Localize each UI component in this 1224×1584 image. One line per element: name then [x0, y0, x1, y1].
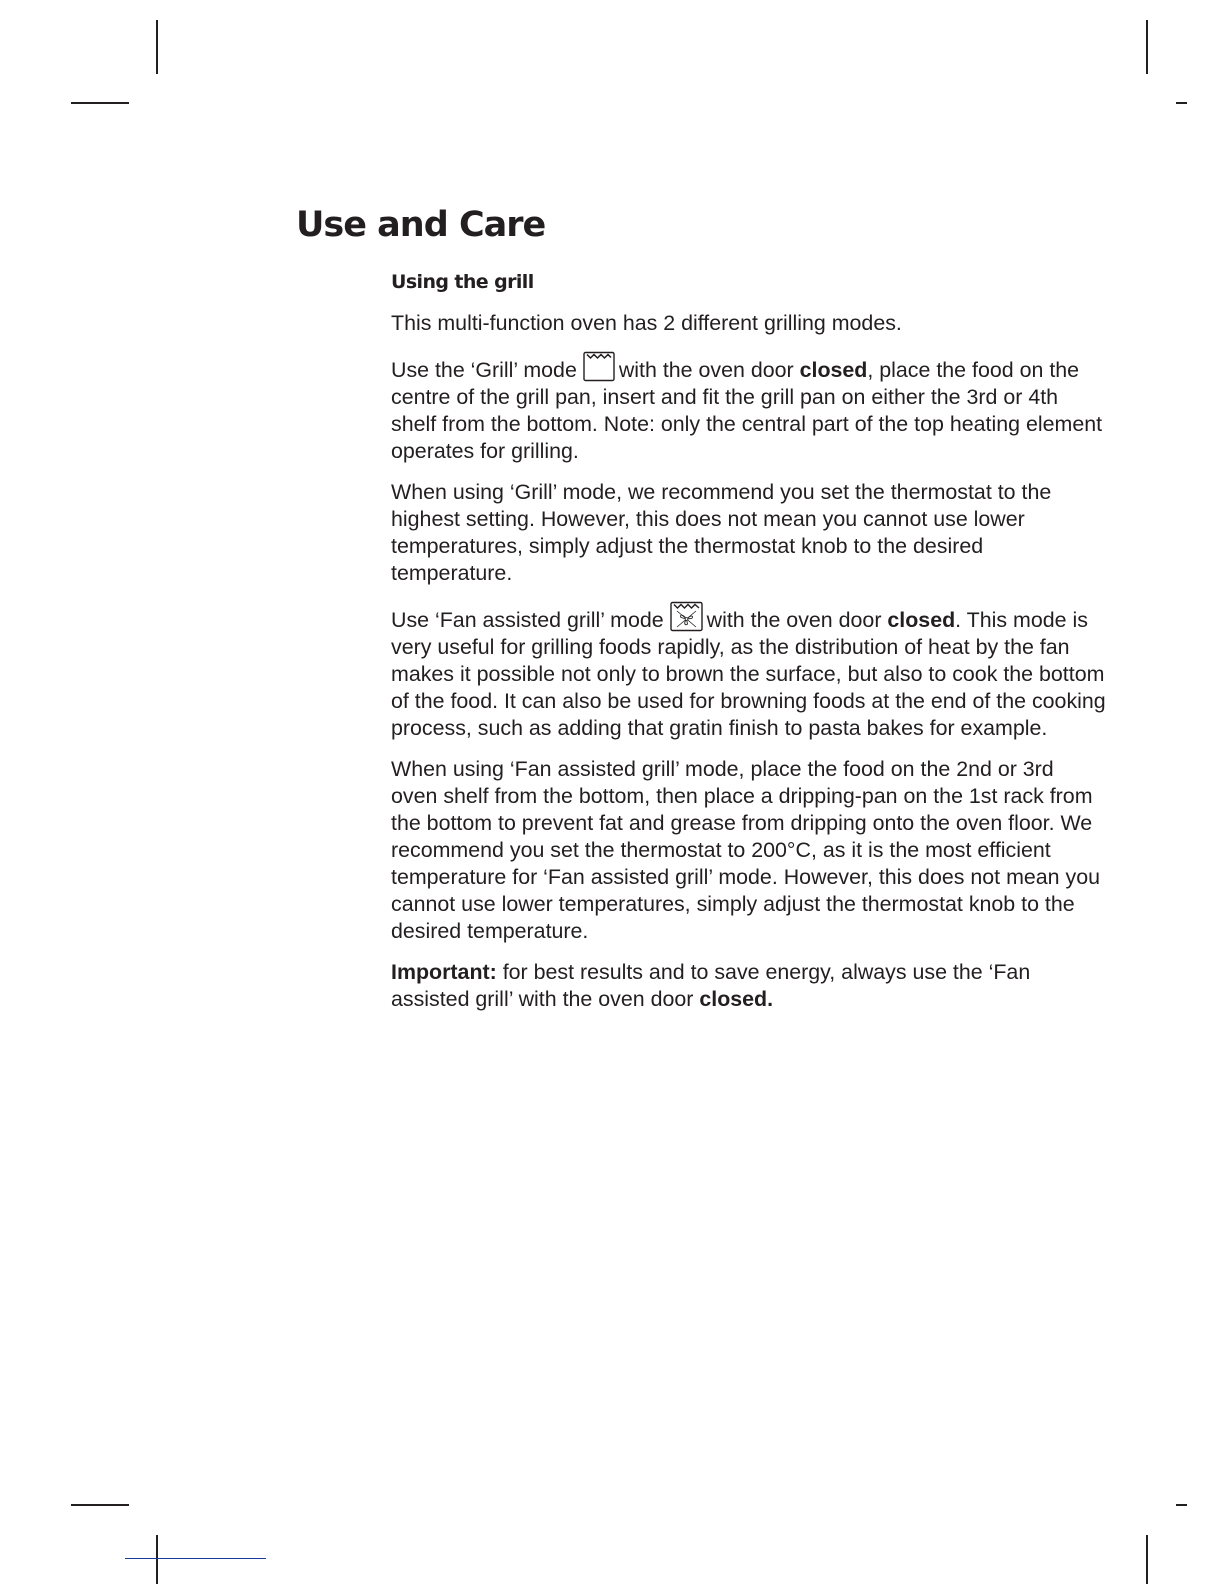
paragraph-fan-assisted-grill-usage: When using ‘Fan assisted grill’ mode, place the food on the 2nd or 3rd oven shelf from the bottom, then place a dripping-pan on the 1st rack from the bottom to prevent fat and grease from dripping onto the oven floor. We recommend you set the thermostat to 200°C, as it is the most efficient temperature for ‘Fan assisted grill’ mode. However, this does not mean you cannot use lower temperatures, simply adjust the thermostat knob to the desired temperature. — [391, 757, 1101, 943]
crop-mark-top-left-horizontal — [71, 102, 129, 104]
fan-assisted-grill-mode-icon — [670, 601, 703, 632]
paragraph-grill-mode — [391, 351, 1106, 465]
grill-mode-text-rest: , place the food on the centre of the grill pan, insert and fit the grill pan on either the 3rd or 4th shelf from the bottom. Note: only the central part of the top heating element operates for grilling. — [391, 358, 1103, 463]
crop-mark-bottom-left-vertical — [156, 1535, 158, 1584]
fan-grill-mode-closed-emphasis: closed — [887, 608, 956, 632]
paragraph-fan-assisted-grill-mode — [391, 601, 1106, 742]
fan-grill-mode-text-start: Use ‘Fan assisted grill’ mode — [391, 608, 664, 632]
crop-mark-bottom-left-horizontal — [71, 1504, 129, 1506]
crop-mark-top-right-vertical — [1146, 20, 1148, 74]
paragraph-intro: This multi-function oven has 2 different grilling modes. — [391, 311, 902, 335]
registration-line-bottom-left — [125, 1558, 266, 1559]
grill-mode-closed-emphasis: closed — [799, 358, 868, 382]
grill-mode-text-start: Use the ‘Grill’ mode — [391, 358, 577, 382]
crop-mark-top-left-vertical — [156, 20, 158, 74]
grill-mode-icon — [583, 351, 615, 382]
page-title: Use and Care — [296, 205, 546, 245]
crop-mark-bottom-right-vertical — [1146, 1535, 1148, 1584]
grill-mode-text-after-icon: with the oven door — [618, 358, 794, 382]
important-text: for best results and to save energy, always use the ‘Fan assisted grill’ with the oven door — [391, 960, 1031, 1011]
important-label: Important: — [391, 960, 497, 984]
document-body — [391, 268, 1106, 1027]
section-title: Using the grill — [391, 271, 534, 293]
important-closed-emphasis: closed. — [699, 987, 774, 1011]
paragraph-grill-thermostat: When using ‘Grill’ mode, we recommend you set the thermostat to the highest setting. However, this does not mean you cannot use lower temperatures, simply adjust the thermostat knob to the desired temperature. — [391, 480, 1052, 585]
paragraph-important-note — [391, 959, 1106, 1013]
crop-mark-bottom-right-horizontal — [1176, 1504, 1187, 1506]
crop-mark-top-right-horizontal — [1176, 102, 1187, 104]
fan-grill-mode-text-after-icon: with the oven door — [706, 608, 882, 632]
fan-grill-mode-text-rest: . This mode is very useful for grilling foods rapidly, as the distribution of heat by the fan makes it possible not only to brown the surface, but also to cook the bottom of the food. It can also be used for browning foods at the end of the cooking process, such as adding that gratin finish to pasta bakes for example. — [391, 608, 1106, 740]
